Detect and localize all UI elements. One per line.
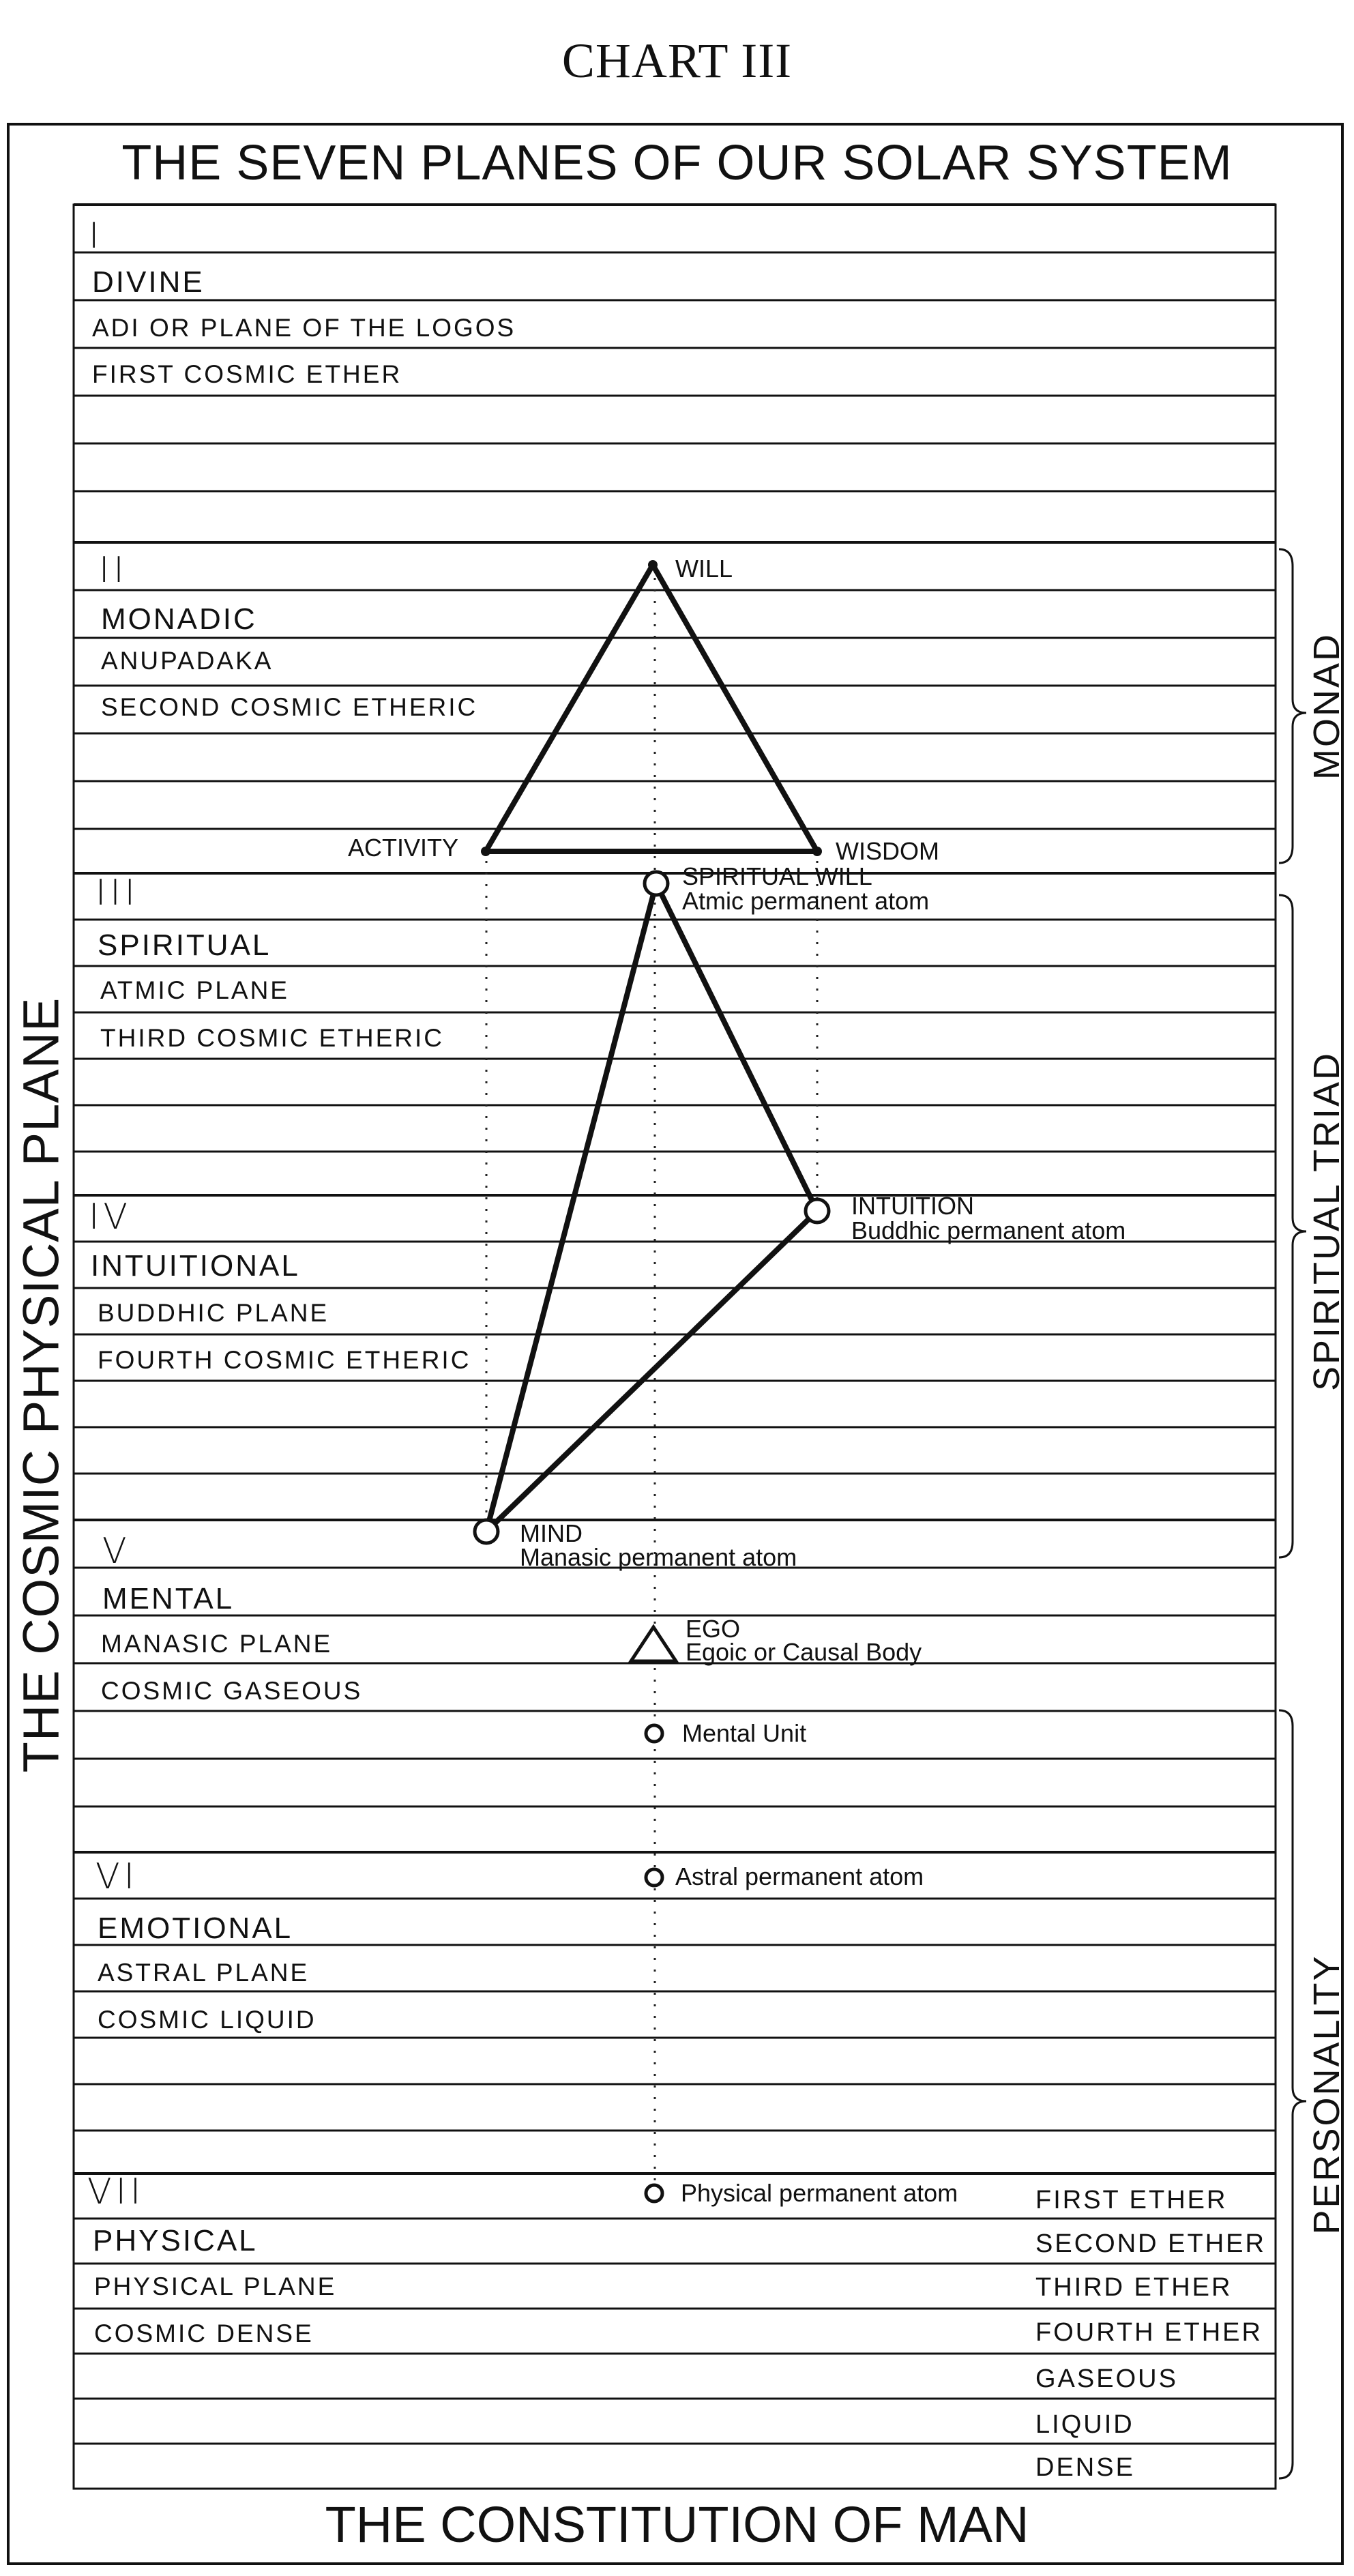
plane-subname: ATMIC PLANE (100, 976, 289, 1004)
bottom-title: THE CONSTITUTION OF MAN (325, 2496, 1029, 2553)
intuition-label: INTUITION (851, 1192, 974, 1220)
activity-label: ACTIVITY (348, 834, 459, 862)
mental-unit-label: Mental Unit (682, 1719, 807, 1747)
plane-name: SPIRITUAL (98, 928, 271, 962)
plane-subname: MANASIC PLANE (101, 1630, 333, 1658)
will-point (648, 560, 658, 570)
spiritual-triad-label: SPIRITUAL TRIAD (1306, 1051, 1347, 1392)
physical-atom (646, 2185, 662, 2201)
plane-subname: ANUPADAKA (101, 647, 274, 675)
subplane-label: FIRST ETHER (1035, 2186, 1228, 2214)
plane-subname: ADI OR PLANE OF THE LOGOS (92, 314, 516, 342)
plane-numeral: VI (95, 1856, 138, 1897)
personality-label: PERSONALITY (1306, 1954, 1347, 2235)
plane-name: DIVINE (92, 265, 205, 299)
physical-atom-label: Physical permanent atom (681, 2179, 958, 2207)
brackets (1279, 549, 1306, 2478)
plane-name: INTUITIONAL (91, 1249, 300, 1283)
monad-label: MONAD (1306, 632, 1347, 780)
wisdom-point (812, 847, 822, 856)
subplane-label: FOURTH ETHER (1035, 2318, 1263, 2347)
ego-sublabel: Egoic or Causal Body (686, 1638, 922, 1666)
subplane-label: GASEOUS (1035, 2365, 1178, 2393)
chart-title: CHART III (561, 33, 793, 88)
plane-cosmic: FIRST COSMIC ETHER (92, 360, 402, 388)
mental-unit-atom (646, 1725, 662, 1742)
mind-atom (475, 1520, 498, 1543)
plane-cosmic: FOURTH COSMIC ETHERIC (98, 1346, 471, 1374)
plane-name: MENTAL (102, 1582, 235, 1615)
triad-bracket (1279, 895, 1306, 1557)
intuition-atom (806, 1199, 829, 1223)
mind-sublabel: Manasic permanent atom (520, 1543, 797, 1571)
subplane-label: DENSE (1035, 2453, 1135, 2482)
astral-atom-label: Astral permanent atom (675, 1862, 924, 1890)
plane-numeral: IV (89, 1197, 132, 1238)
spiritual-will-label: SPIRITUAL WILL (682, 862, 872, 890)
wisdom-label: WISDOM (836, 837, 939, 865)
monad-bracket (1279, 549, 1306, 863)
plane-numeral: III (95, 873, 140, 913)
plane-name: MONADIC (101, 602, 257, 636)
intuition-sublabel: Buddhic permanent atom (851, 1216, 1126, 1244)
mind-label: MIND (520, 1519, 583, 1547)
plane-subname: ASTRAL PLANE (98, 1959, 310, 1987)
side-label: THE COSMIC PHYSICAL PLANE (12, 997, 70, 1773)
spiritual-will-sublabel: Atmic permanent atom (682, 887, 930, 915)
plane-numeral: II (99, 550, 128, 591)
plane-subname: PHYSICAL PLANE (94, 2272, 337, 2300)
subplane-label: LIQUID (1035, 2410, 1134, 2439)
plane-name: PHYSICAL (93, 2224, 258, 2257)
plane-cosmic: THIRD COSMIC ETHERIC (100, 1024, 444, 1052)
astral-atom (646, 1869, 662, 1886)
activity-point (481, 847, 490, 856)
plane-subname: BUDDHIC PLANE (98, 1299, 329, 1327)
plane-numeral: VII (87, 2171, 145, 2212)
triad-triangle (486, 883, 817, 1532)
monad-triangle (486, 565, 817, 851)
spiritual-will-atom (645, 872, 668, 895)
plane-cosmic: COSMIC DENSE (94, 2319, 314, 2347)
will-label: WILL (675, 555, 733, 583)
plane-numeral: V (102, 1531, 131, 1572)
subplane-label: SECOND ETHER (1035, 2229, 1266, 2258)
subplane-label: THIRD ETHER (1035, 2273, 1233, 2302)
plane-cosmic: SECOND COSMIC ETHERIC (101, 693, 478, 721)
main-title: THE SEVEN PLANES OF OUR SOLAR SYSTEM (121, 136, 1233, 190)
personality-bracket (1279, 1710, 1306, 2478)
ego-triangle (631, 1627, 676, 1661)
plane-cosmic: COSMIC GASEOUS (101, 1677, 363, 1705)
plane-cosmic: COSMIC LIQUID (98, 2006, 317, 2034)
plane-numeral: I (89, 216, 104, 257)
plane-name: EMOTIONAL (98, 1912, 293, 1945)
ego-label: EGO (686, 1615, 741, 1643)
